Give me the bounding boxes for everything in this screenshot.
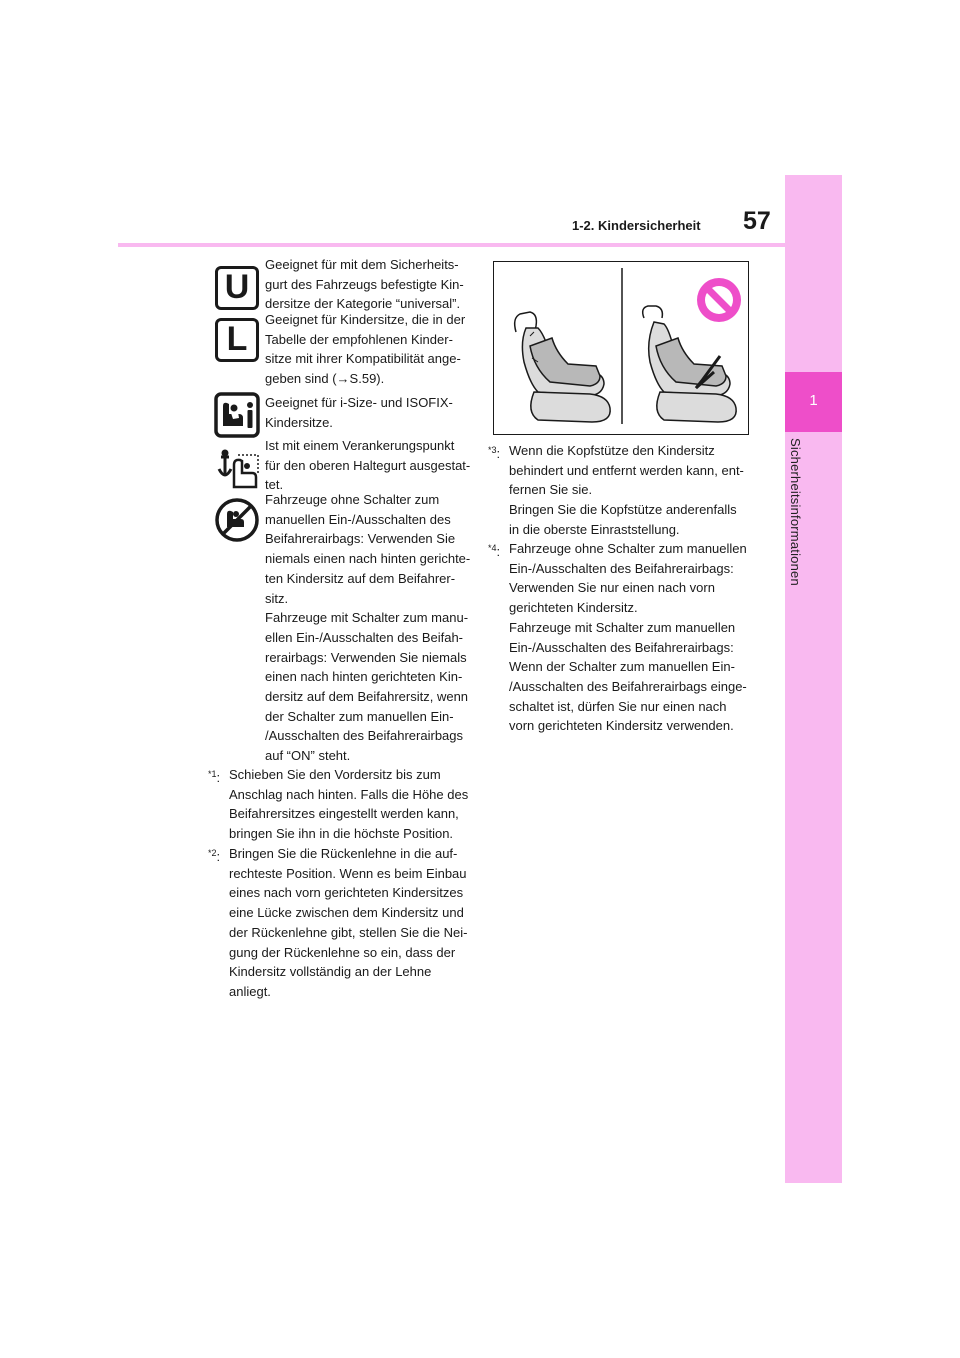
- headrest-removed-icon: [643, 306, 737, 422]
- footnote-text: Bringen Sie die Rückenlehne in die auf- rechteste Position. Wenn es beim Einbau eines nach vorn gerichteten Kindersitzes eine Lücke zwischen dem Kindersitz und der Rückenlehne gibt, stellen Sie die Nei- gung der Rückenlehne so ein, dass der Kindersitz vollständig an der Lehne anliegt.: [229, 846, 468, 999]
- i-size-isofix-icon: [214, 392, 260, 438]
- legend-text: Ist mit einem Verankerungspunkt für den oberen Haltegurt ausgestat- tet.: [265, 438, 471, 493]
- legend-text: Fahrzeuge ohne Schalter zum manuellen Ein-/Ausschalten des Beifahrerairbags: Verwenden Sie niemals einen nach hinten gerichte- ten Kindersitz auf dem Beifahrer- sitz. Fahrzeuge mit Schalter zum manu- ellen Ein-/Ausschalten des Beifah- rerairbags: Verwenden Sie niemals einen nach hinten gerichteten Kin- dersitz auf dem Beifahrersitz, wenn der Schalter zum manuellen Ein- /Ausschalten des Beifahrerairbags auf “ON” steht.: [265, 492, 471, 764]
- chapter-side-tab: [785, 175, 842, 1183]
- page-number: 57: [743, 207, 771, 235]
- headrest-on-seat-icon: [515, 312, 611, 422]
- chapter-number: 1: [809, 392, 818, 409]
- category-l-icon: L: [215, 318, 259, 362]
- footnote-text: Schieben Sie den Vordersitz bis zum Anschlag nach hinten. Falls die Höhe des Beifahrersitzes eingestellt werden kann, bringen Sie ihn in die höchste Position.: [229, 767, 469, 842]
- no-airbag-child-seat-icon: [214, 497, 260, 543]
- footnote-mark: $^{*1}$:: [208, 769, 221, 785]
- footnote-mark: $^{*2}$:: [208, 848, 221, 864]
- legend-text: Geeignet für i-Size- und ISOFIX- Kindersitze.: [265, 395, 453, 430]
- footnote-text: Wenn die Kopfstütze den Kindersitz behindert und entfernt werden kann, ent- fernen Sie sie. Bringen Sie die Kopfstütze anderenfalls in die oberste Einraststellung.: [509, 443, 744, 537]
- header-rule: [118, 243, 785, 247]
- prohibited-icon: [697, 278, 741, 322]
- anchor-top-tether-icon: [214, 447, 260, 491]
- footnote-mark: $^{*4}$:: [488, 543, 501, 559]
- headrest-figure: [493, 261, 749, 435]
- universal-u-icon: U: [215, 266, 259, 310]
- legend-text: Geeignet für mit dem Sicherheits- gurt des Fahrzeugs befestigte Kin- dersitze der Kategorie “universal”.: [265, 257, 464, 312]
- section-title: 1-2. Kindersicherheit: [572, 218, 701, 233]
- chapter-title: Sicherheitsinformationen: [788, 438, 803, 586]
- footnote-mark: $^{*3}$:: [488, 445, 501, 461]
- legend-text: Geeignet für Kindersitze, die in der Tabelle der empfohlenen Kinder- sitze mit ihrer Kompatibilität ange- geben sind (→S.59).: [265, 312, 466, 387]
- footnote-text: Fahrzeuge ohne Schalter zum manuellen Ein-/Ausschalten des Beifahrerairbags: Verwenden Sie nur einen nach vorn gerichteten Kindersitz. Fahrzeuge mit Schalter zum manuellen Ein-/Ausschalten des Beifahrerairbags: Wenn der Schalter zum manuellen Ein- /Ausschalten des Beifahrerairbags einge- schaltet ist, dürfen Sie nur einen nach vorn gerichteten Kindersitz verwenden.: [509, 541, 747, 734]
